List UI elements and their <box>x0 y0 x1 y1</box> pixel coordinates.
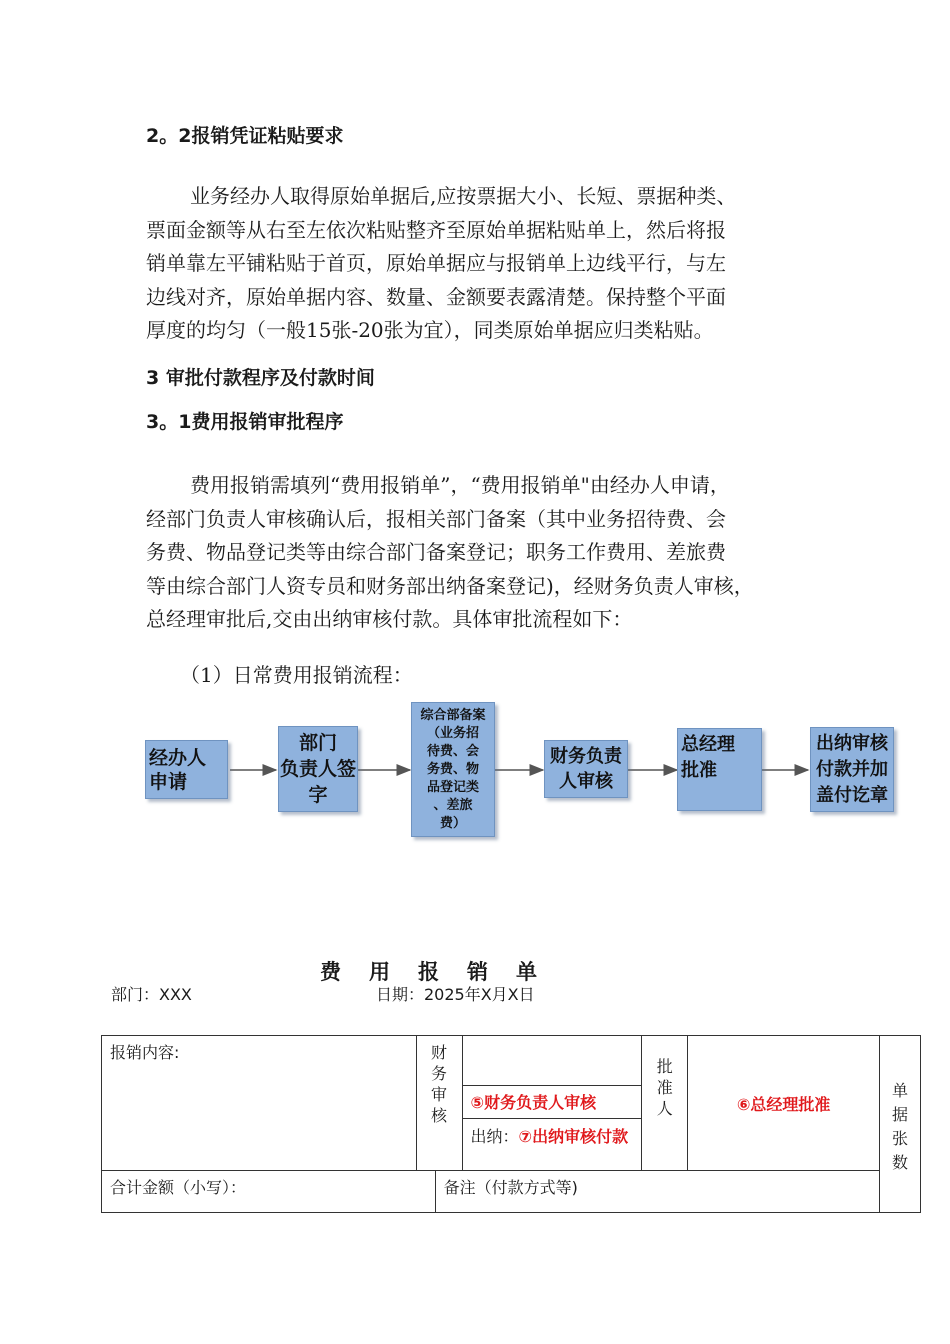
flow-step-gm: 总经理 批准 <box>677 728 762 811</box>
form-department: 部门：XXX <box>111 985 192 1004</box>
finance-review-cell: 财 务 审 核 <box>416 1036 462 1171</box>
paragraph-line: 务费、物品登记类等由综合部门备案登记；职务工作费用、差旅费 <box>146 540 726 564</box>
gm-approval-note: ⑥总经理批准 <box>736 1094 831 1114</box>
form-title: 费用报销单 <box>320 960 565 984</box>
flow-step-cashier: 出纳审核 付款并加 盖付讫章 <box>810 727 894 812</box>
paragraph-line: 费用报销需填列“费用报销单”，“费用报销单"由经办人申请， <box>190 473 730 497</box>
flow-step-finance: 财务负责 人审核 <box>544 740 628 798</box>
cashier-cell <box>462 1119 642 1171</box>
remark-label: 备注（付款方式等) <box>443 1178 578 1197</box>
flow-step-filing: 综合部备案 （业务招 待费、会 务费、物 品登记类 、差旅 费） <box>411 702 495 837</box>
remark-cell <box>435 1171 879 1213</box>
approver-cell: 批 准 人 <box>642 1036 688 1171</box>
paragraph-line: 票面金额等从右至左依次粘贴整齐至原始单据粘贴单上，然后将报 <box>146 217 726 242</box>
attachments-count-cell: 单 据 张 数 <box>880 1036 921 1213</box>
paragraph-line: 总经理审批后,交由出纳审核付款。具体审批流程如下： <box>146 607 633 631</box>
expense-form-table <box>101 1035 921 1213</box>
flow-step-applicant: 经办人 申请 <box>145 740 228 799</box>
finance-note-cell <box>462 1086 642 1119</box>
paragraph-line: 厚度的均匀（一般15张-20张为宜），同类原始单据应归类粘贴。 <box>146 318 714 342</box>
total-amount-label: 合计金额（小写）： <box>110 1178 247 1197</box>
paragraph-line: 等由综合部门人资专员和财务部出纳备案登记)，经财务负责人审核， <box>146 573 754 598</box>
cashier-label: 出纳： <box>470 1127 519 1146</box>
reimbursement-content-cell <box>102 1036 417 1171</box>
section-heading-2-2: 2。2报销凭证粘贴要求 <box>146 125 344 147</box>
paragraph-line: 业务经办人取得原始单据后,应按票据大小、长短、票据种类、 <box>190 184 737 208</box>
cashier-review-note: ⑦出纳审核付款 <box>518 1127 629 1146</box>
section-heading-3-1: 3。1费用报销审批程序 <box>146 411 344 433</box>
section-heading-3: 3 审批付款程序及付款时间 <box>146 367 375 389</box>
reimbursement-content-label: 报销内容: <box>110 1043 180 1062</box>
form-date: 日期：2025年X月X日 <box>376 985 535 1004</box>
finance-review-note: ⑤财务负责人审核 <box>470 1093 597 1112</box>
finance-signature-blank <box>462 1036 642 1086</box>
total-amount-cell <box>102 1171 436 1213</box>
paragraph-line: 经部门负责人审核确认后，报相关部门备案（其中业务招待费、会 <box>146 506 726 531</box>
flow-caption: （1）日常费用报销流程： <box>180 663 413 687</box>
approver-note-cell <box>688 1036 880 1171</box>
paragraph-line: 销单靠左平铺粘贴于首页，原始单据应与报销单上边线平行，与左 <box>146 251 726 275</box>
paragraph-line: 边线对齐，原始单据内容、数量、金额要表露清楚。保持整个平面 <box>146 284 726 309</box>
flow-step-dept-head: 部门 负责人签 字 <box>278 726 358 812</box>
